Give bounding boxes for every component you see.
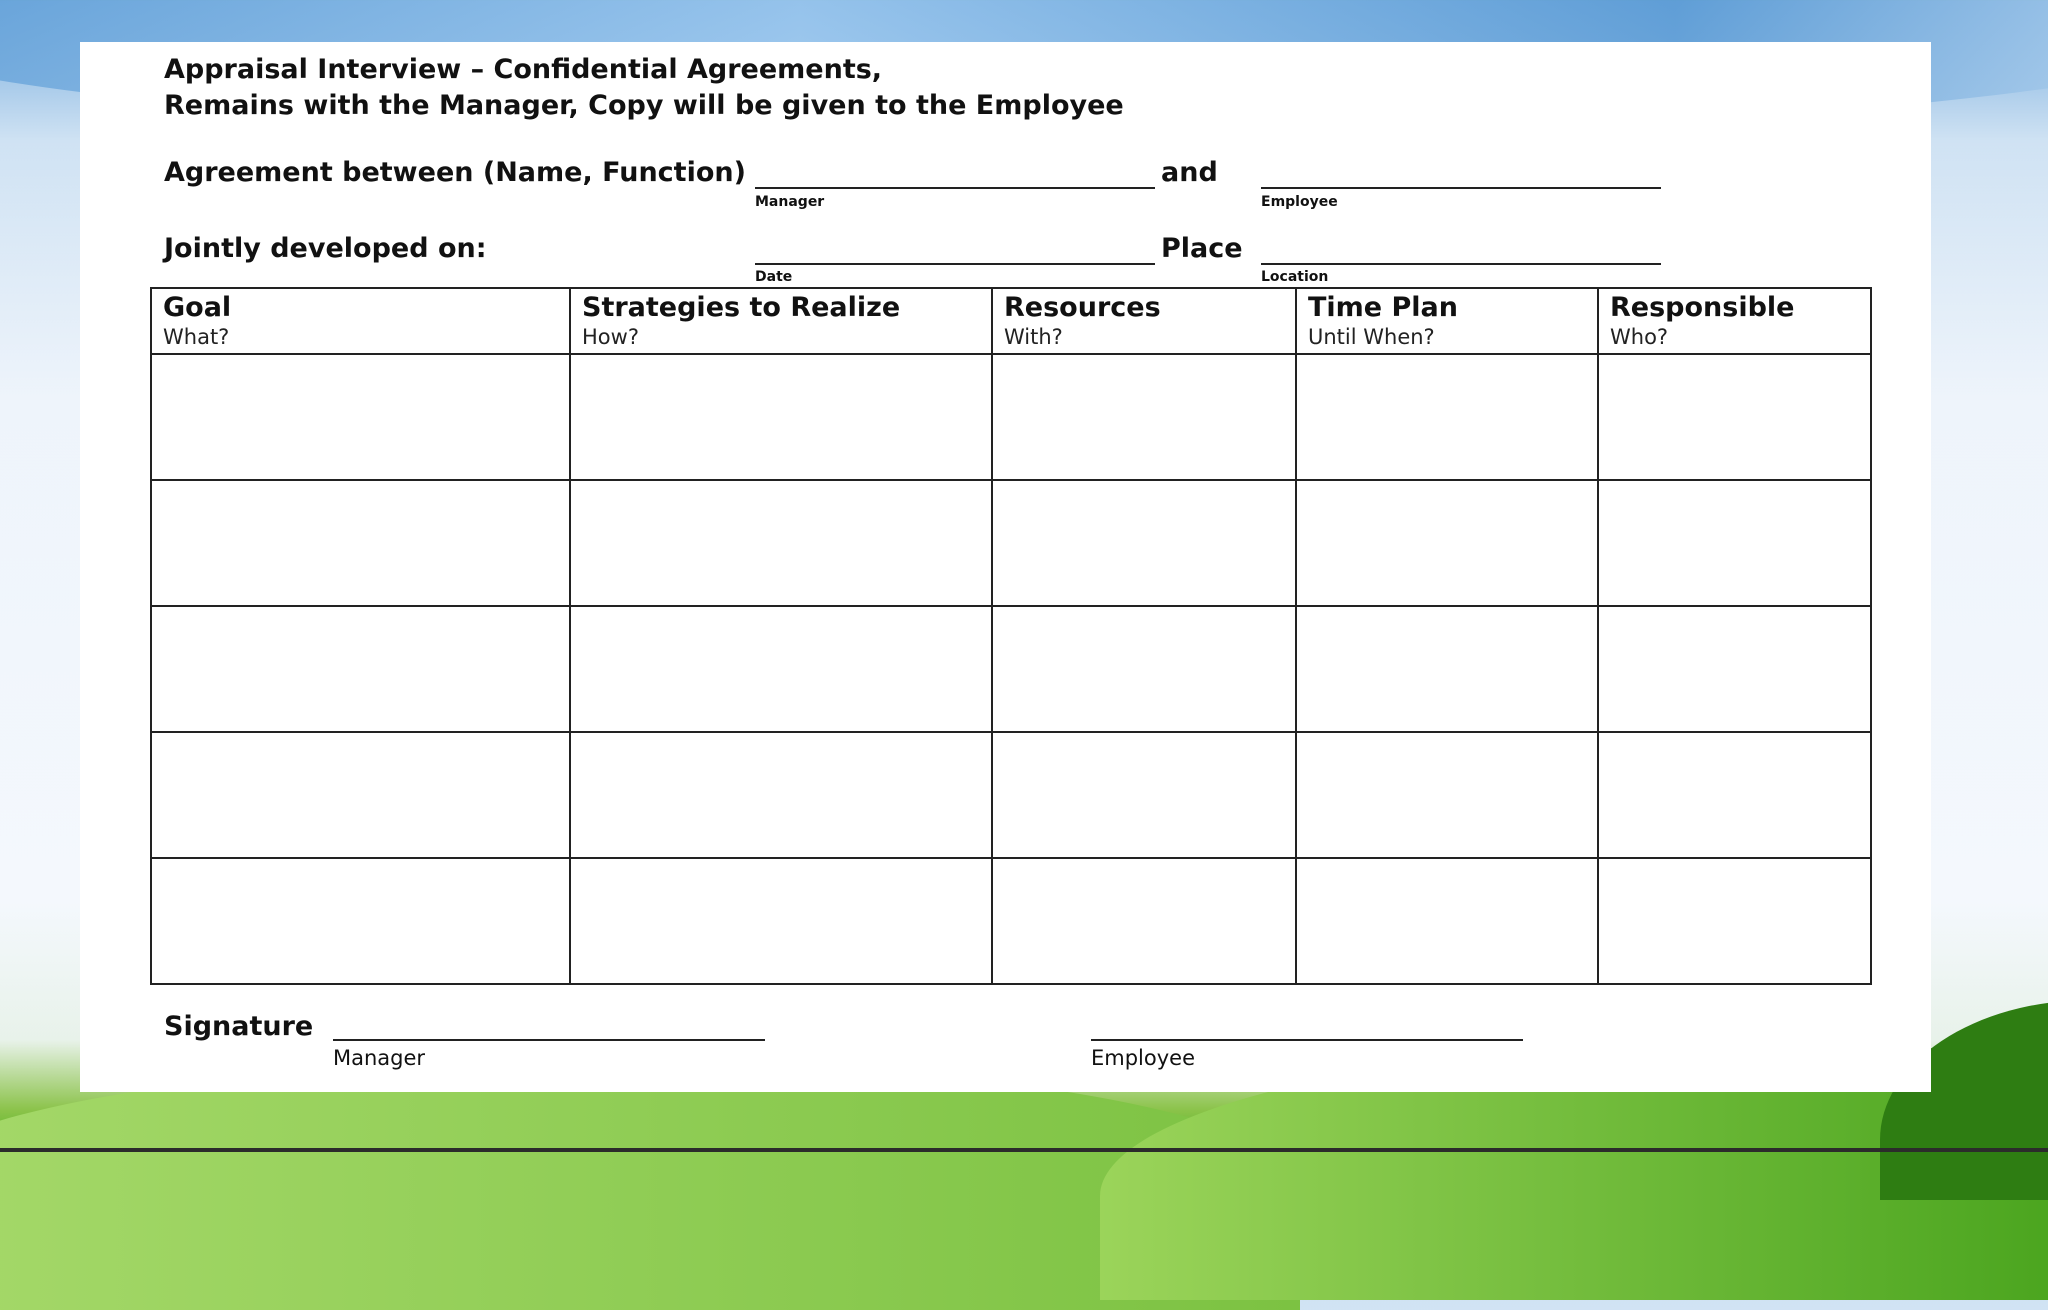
- table-cell-goal[interactable]: [151, 606, 570, 732]
- table-cell-responsible[interactable]: [1598, 858, 1871, 984]
- column-title: Responsible: [1610, 292, 1795, 323]
- table-row: [151, 354, 1871, 480]
- table-cell-resources[interactable]: [992, 354, 1296, 480]
- table-row: [151, 480, 1871, 606]
- table-cell-time-plan[interactable]: [1296, 354, 1598, 480]
- table-cell-time-plan[interactable]: [1296, 606, 1598, 732]
- table-row: [151, 606, 1871, 732]
- bottom-border: [0, 1148, 2048, 1152]
- employee-line-caption: Employee: [1261, 194, 1338, 210]
- table-cell-time-plan[interactable]: [1296, 858, 1598, 984]
- column-subtitle: Who?: [1610, 325, 1669, 349]
- table-header-row: [151, 288, 1871, 354]
- column-header-responsible: [1598, 288, 1871, 354]
- employee-signature-line[interactable]: [1091, 1039, 1523, 1041]
- table-cell-resources[interactable]: [992, 732, 1296, 858]
- jointly-developed-label: Jointly developed on:: [164, 233, 487, 264]
- table-cell-strategies[interactable]: [570, 354, 992, 480]
- column-header-goal: [151, 288, 570, 354]
- location-line-caption: Location: [1261, 269, 1329, 285]
- title-line-1: Appraisal Interview – Confidential Agreements,: [164, 54, 883, 85]
- table-row: [151, 732, 1871, 858]
- form-title: [164, 52, 1124, 124]
- location-line[interactable]: [1261, 263, 1661, 265]
- manager-line-caption: Manager: [755, 194, 825, 210]
- column-header-time-plan: [1296, 288, 1598, 354]
- table-cell-strategies[interactable]: [570, 480, 992, 606]
- manager-signature-caption: Manager: [333, 1046, 426, 1070]
- table-cell-goal[interactable]: [151, 354, 570, 480]
- column-title: Time Plan: [1308, 292, 1459, 323]
- column-subtitle: How?: [582, 325, 639, 349]
- column-title: Goal: [163, 292, 232, 323]
- employee-signature-caption: Employee: [1091, 1046, 1196, 1070]
- table-cell-strategies[interactable]: [570, 858, 992, 984]
- column-subtitle: With?: [1004, 325, 1063, 349]
- and-label: and: [1161, 157, 1218, 188]
- table-cell-responsible[interactable]: [1598, 480, 1871, 606]
- manager-name-line[interactable]: [755, 187, 1155, 189]
- table-cell-resources[interactable]: [992, 480, 1296, 606]
- date-line-caption: Date: [755, 269, 793, 285]
- column-title: Resources: [1004, 292, 1161, 323]
- table-row: [151, 858, 1871, 984]
- table-cell-responsible[interactable]: [1598, 354, 1871, 480]
- table-cell-responsible[interactable]: [1598, 732, 1871, 858]
- agreement-between-label: Agreement between (Name, Function): [164, 157, 746, 188]
- column-subtitle: Until When?: [1308, 325, 1435, 349]
- table-cell-goal[interactable]: [151, 732, 570, 858]
- place-label: Place: [1161, 233, 1243, 264]
- signature-label: Signature: [164, 1011, 314, 1042]
- table-cell-time-plan[interactable]: [1296, 480, 1598, 606]
- table-cell-responsible[interactable]: [1598, 606, 1871, 732]
- agreements-table: [150, 287, 1872, 985]
- title-line-2: Remains with the Manager, Copy will be given to the Employee: [164, 90, 1124, 121]
- table-cell-strategies[interactable]: [570, 606, 992, 732]
- column-header-strategies: [570, 288, 992, 354]
- column-header-resources: [992, 288, 1296, 354]
- table-cell-resources[interactable]: [992, 606, 1296, 732]
- table-cell-strategies[interactable]: [570, 732, 992, 858]
- form-panel: [80, 42, 1931, 1092]
- column-title: Strategies to Realize: [582, 292, 901, 323]
- table-cell-resources[interactable]: [992, 858, 1296, 984]
- manager-signature-line[interactable]: [333, 1039, 765, 1041]
- table-cell-goal[interactable]: [151, 480, 570, 606]
- employee-name-line[interactable]: [1261, 187, 1661, 189]
- date-line[interactable]: [755, 263, 1155, 265]
- table-cell-goal[interactable]: [151, 858, 570, 984]
- column-subtitle: What?: [163, 325, 230, 349]
- table-cell-time-plan[interactable]: [1296, 732, 1598, 858]
